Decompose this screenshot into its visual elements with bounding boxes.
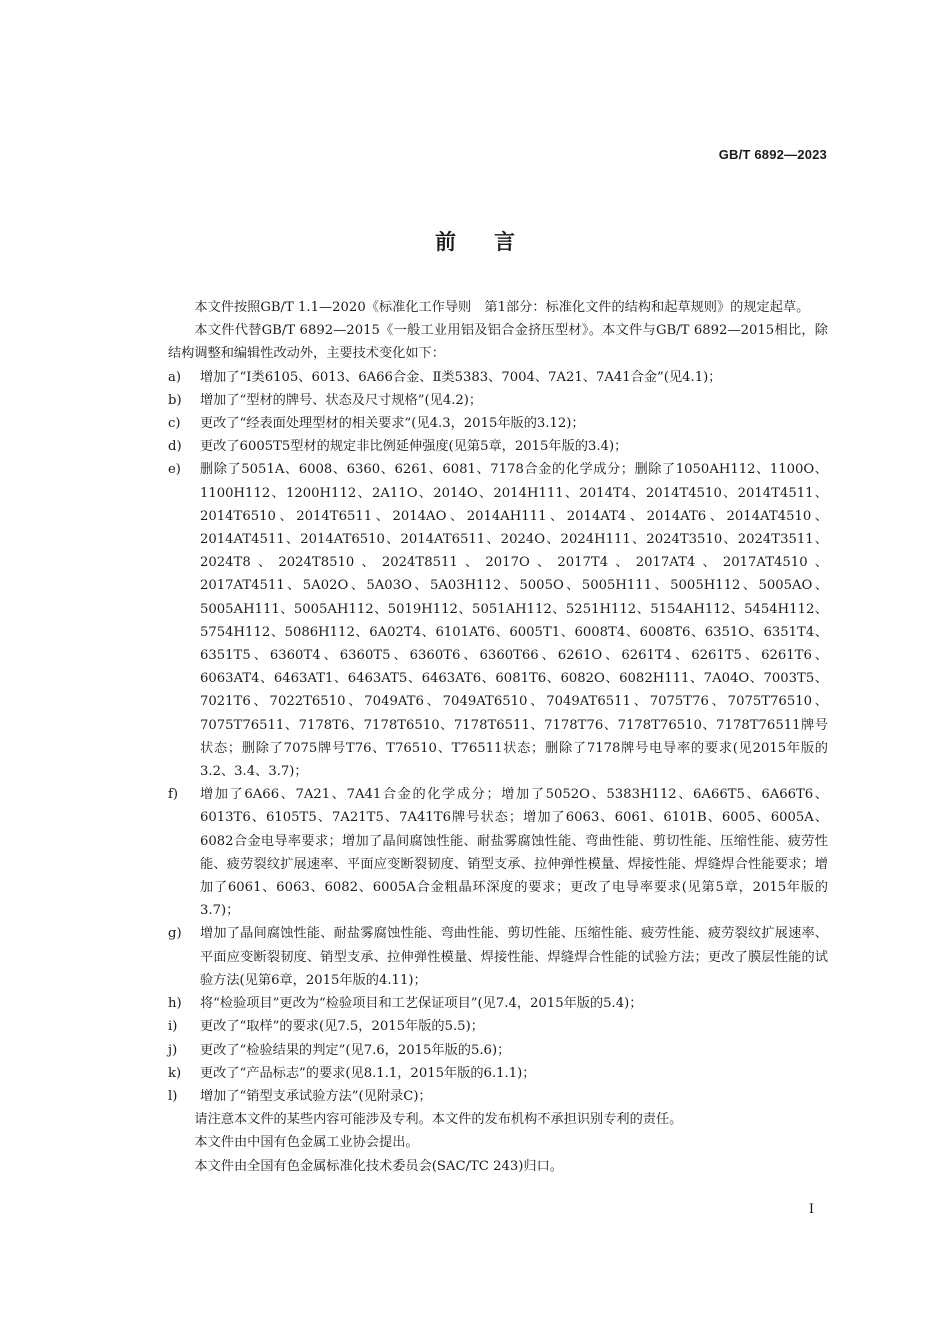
- list-marker: h): [168, 996, 182, 1012]
- intro-paragraph-2: 本文件代替GB/T 6892—2015《一般工业用铝及铝合金挤压型材》。本文件与GB/T 6892—2015相比，除结构调整和编辑性改动外，主要技术变化如下：: [168, 323, 828, 362]
- list-text: 更改了“产品标志”的要求(见8.1.1，2015年版的6.1.1)；: [200, 1065, 536, 1081]
- patent-notice: 请注意本文件的某些内容可能涉及专利。本文件的发布机构不承担识别专利的责任。: [194, 1112, 683, 1128]
- list-marker: b): [168, 392, 182, 408]
- list-item: [168, 412, 828, 435]
- list-text: 增加了“销型支承试验方法”(见附录C)；: [200, 1088, 432, 1104]
- list-text: 删除了5051A、6008、6360、6261、6081、7178合金的化学成分；删除了1050AH112、1100O、1100H112、1200H112、2A11O、2014O、2014H111、2014T4、2014T4510、2014T4511、2014T6510、2014T6511、2014AO、2014AH111、2014AT4、2014AT6、2014AT4510、2014AT4511、2014AT6510、2014AT6511、2024O、2024H111、2024T3510、2024T3511、2024T8、2024T8510、2024T8511、2017O、2017T4、2017AT4、2017AT4510、2017AT4511、5A02O、5A03O、5A03H112、5005O、5005H111、5005H112、5005AO、5005AH111、5005AH112、5019H112、5051AH112、5251H112、5154AH112、5454H112、5754H112、5086H112、6A02T4、6101AT6、6005T1、6008T4、6008T6、6351O、6351T4、6351T5、6360T4、6360T5、6360T6、6360T66、6261O、6261T4、6261T5、6261T6、6063AT4、6463AT1、6463AT5、6463AT6、6081T6、6082O、6082H111、7A04O、7003T5、7021T6、7022T6510、7049AT6、7049AT6510、7049AT6511、7075T76、7075T76510、7075T76511、7178T6、7178T6510、7178T6511、7178T76、7178T76510、7178T76511牌号状态；删除了7075牌号T76、T76510、T76511状态；删除了7178牌号电导率的要求(见2015年版的3.2、3.4、3.7)；: [200, 462, 828, 780]
- list-text: 增加了6A66、7A21、7A41合金的化学成分；增加了5052O、5383H112、6A66T5、6A66T6、6013T6、6105T5、7A21T5、7A41T6牌号状态；增加了6063、6061、6101B、6005、6005A、6082合金电导率要求；增加了晶间腐蚀性能、耐盐雾腐蚀性能、弯曲性能、剪切性能、压缩性能、疲劳性能、疲劳裂纹扩展速率、平面应变断裂韧度、销型支承、拉伸弹性模量、焊接性能、焊缝焊合性能要求；增加了6061、6063、6082、6005A合金粗晶环深度的要求；更改了电导率要求(见第5章，2015年版的3.7)；: [200, 787, 828, 919]
- list-text: 增加了晶间腐蚀性能、耐盐雾腐蚀性能、弯曲性能、剪切性能、压缩性能、疲劳性能、疲劳裂纹扩展速率、平面应变断裂韧度、销型支承、拉伸弹性模量、焊接性能、焊缝焊合性能的试验方法；更改了膜层性能的试验方法(见第6章，2015年版的4.11)；: [200, 926, 828, 988]
- intro-paragraph-1: 本文件按照GB/T 1.1—2020《标准化工作导则 第1部分：标准化文件的结构和起草规则》的规定起草。: [194, 300, 810, 315]
- list-item: [168, 1039, 828, 1062]
- page-title: 前言: [435, 230, 553, 254]
- list-item: [168, 458, 828, 783]
- list-item: [168, 783, 828, 922]
- list-marker: j): [168, 1042, 178, 1058]
- committee-statement: 本文件由全国有色金属标准化技术委员会(SAC/TC 243)归口。: [194, 1158, 563, 1174]
- list-text: 更改了6005T5型材的规定非比例延伸强度(见第5章，2015年版的3.4)；: [200, 439, 628, 455]
- list-text: 将“检验项目”更改为“检验项目和工艺保证项目”(见7.4，2015年版的5.4)；: [200, 996, 643, 1012]
- list-marker: c): [168, 416, 181, 432]
- list-item: [168, 435, 828, 458]
- list-text: 增加了“Ⅰ类6105、6013、6A66合金、Ⅱ类5383、7004、7A21、7A41合金”(见4.1)；: [200, 369, 722, 385]
- list-marker: l): [168, 1088, 178, 1104]
- list-marker: i): [168, 1019, 178, 1035]
- list-marker: a): [168, 369, 182, 385]
- list-text: 更改了“检验结果的判定”(见7.6，2015年版的5.6)；: [200, 1042, 511, 1058]
- changes-list: [168, 366, 828, 1109]
- list-item: [168, 992, 828, 1015]
- list-marker: e): [168, 462, 181, 478]
- list-item: [168, 1085, 828, 1108]
- standard-code: GB/T 6892—2023: [718, 147, 827, 162]
- list-item: [168, 1015, 828, 1038]
- list-text: 更改了“经表面处理型材的相关要求”(见4.3，2015年版的3.12)；: [200, 416, 585, 432]
- list-marker: g): [168, 926, 182, 942]
- page-number: I: [808, 1202, 814, 1217]
- list-text: 增加了“型材的牌号、状态及尺寸规格”(见4.2)；: [200, 392, 483, 408]
- list-item: [168, 1062, 828, 1085]
- list-marker: k): [168, 1065, 182, 1081]
- list-item: [168, 922, 828, 992]
- list-marker: d): [168, 439, 182, 455]
- list-item: [168, 366, 828, 389]
- list-marker: f): [168, 787, 179, 803]
- list-item: [168, 389, 828, 412]
- list-text: 更改了“取样”的要求(见7.5，2015年版的5.5)；: [200, 1019, 484, 1035]
- foreword-body: [168, 296, 828, 1178]
- proposer-statement: 本文件由中国有色金属工业协会提出。: [194, 1135, 419, 1151]
